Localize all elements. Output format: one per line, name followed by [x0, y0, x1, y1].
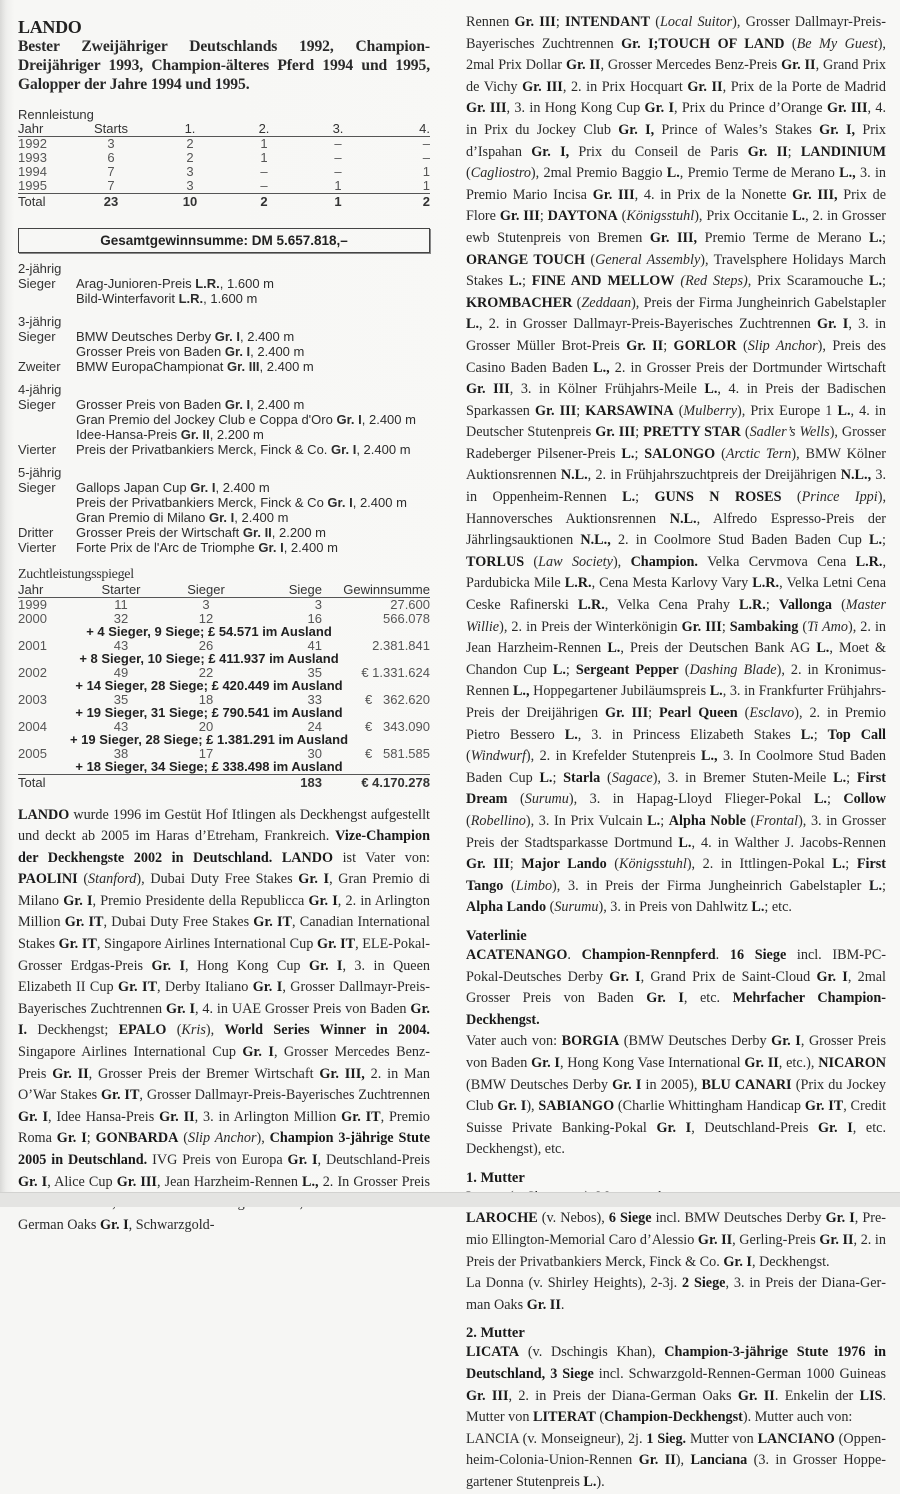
zucht-abroad-note-row [18, 625, 430, 639]
value-cell: 3 [107, 136, 115, 151]
horse-honours-subtitle: Bester Zweijähriger Deutschlands 1992, Champion-Dreijähriger 1993, Champion-älteres Pferd 1994 und 1995, Galopper der Jahre 1994 und 1995. [18, 38, 430, 93]
sum-cell: € 362.620 [364, 691, 430, 707]
race-result-row [18, 525, 430, 540]
year-cell: 2004 [18, 718, 47, 734]
race-grade: Gr. I [331, 442, 357, 457]
starter-cell: 49 [113, 664, 129, 680]
value-cell: – [334, 164, 342, 179]
rennleistung-header-row [18, 122, 430, 137]
age-label: 2-jährig [18, 261, 62, 276]
sum-cell: 2.381.841 [372, 637, 430, 653]
race-result-row [18, 291, 430, 306]
race-name: Bild-Winterfavorit [76, 291, 175, 306]
value-cell: 7 [107, 164, 115, 179]
placing-label [18, 510, 76, 525]
rennleistung-row [18, 165, 430, 179]
year-cell: 1999 [18, 597, 47, 612]
zucht-abroad-note-row [18, 760, 430, 774]
race-entry [76, 442, 430, 457]
race-grade: Gr. II [180, 427, 210, 442]
starter-cell: 35 [113, 691, 129, 707]
placing-label: Dritter [18, 525, 54, 540]
page-bottom-edge [0, 1192, 900, 1207]
race-distance: , 2.400 m [250, 344, 305, 359]
race-distance: , 1.600 m [219, 276, 274, 291]
race-name: Preis der Privatbankiers Merck, Finck & Co. [76, 442, 328, 457]
race-result-row [18, 540, 430, 555]
race-distance: , 2.400 m [352, 495, 407, 510]
siege-cell: 30 [307, 745, 322, 761]
col-header: 1. [144, 122, 236, 137]
value-cell: – [260, 164, 268, 179]
total-cell: 2 [384, 194, 430, 211]
placing-label: Vierter [18, 442, 57, 457]
total-cell: 23 [78, 194, 144, 211]
sieger-cell: 20 [198, 718, 214, 734]
year-cell: 1995 [18, 178, 47, 193]
race-grade: Gr. I [336, 412, 362, 427]
siege-cell: 3 [314, 597, 322, 612]
zucht-abroad-note-row [18, 733, 430, 747]
placing-label [18, 495, 76, 510]
value-cell: – [260, 178, 268, 193]
placing-label [18, 344, 76, 359]
progeny-continued-paragraph: Rennen Gr. III; INTENDANT (Local Suitor), Grosser Dallmayr-Preis-Bayerisches Zuchtrennen Gr. I;TOUCH OF LAND (Be My Guest), 2mal Prix Dollar Gr. II, Grosser Mercedes Benz-Preis Gr. II, Grand Prix de Vichy Gr. III, 2. in Prix Hocquart Gr. II, Prix de la Porte de Madrid Gr. III, 3. in Hong Kong Cup Gr. I, Prix du Prince d’Orange Gr. III, 4. in Prix du Jockey Club Gr. I, Prince of Wales’s Stakes Gr. I, Prix d’Ispahan Gr. I, Prix du Conseil de Paris Gr. II; LANDINIUM (Cagliostro), 2mal Premio Baggio L., Premio Terme de Merano L., 3. in Premio Mario Incisa Gr. III, 4. in Prix de la Nonette Gr. III, Prix de Flore Gr. III; DAYTONA (Königsstuhl), Prix Occitanie L., 2. in Grosser ewb Stutenpreis von Bremen Gr. III, Premio Terme de Merano L.; ORANGE TOUCH (General Assembly), Travelsphere Holidays March Stakes L.; FINE AND MELLOW (Red Steps), Prix Scaramouche L.; KROMBACHER (Zeddaan), Preis der Firma Jungheinrich Gabelstapler L., 2. in Grosser Dallmayr-Preis-Bayerisches Zuchtrennen Gr. I, 3. in Grosser Müller Brot-Preis Gr. II; GORLOR (Slip Anchor), Preis des Casino Baden Baden L., 2. in Grosser Preis der Dortmunder Wirtschaft Gr. III, 3. in Kölner Frühjahrs-Meile L., 4. in Preis der Badischen Sparkassen Gr. III; KARSAWINA (Mulberry), Prix Europe 1 L., 4. in Deutscher Stutenpreis Gr. III; PRETTY STAR (Sadler’s Wells), Grosser Radeberger Pilsener-Preis L.; SALONGO (Arctic Tern), BMW Kölner Auktionsrennen N.L., 2. in Frühjahrszuchtpreis der Dreijährigen N.L., 3. in Oppenheim-Rennen L.; GUNS N ROSES (Prince Ippi), Hannoversches Auktionsrennen N.L., Alfredo Espresso-Preis der Jährlingsauktionen N.L., 2. in Coolmore Stud Baden Baden Cup L.; TORLUS (Law Society), Champion. Velka Cervmova Cena L.R., Pardubicka Mile L.R., Cena Mesta Karlovy Vary L.R., Velka Letni Cena Ceske Rafinerski L.R., Velka Cena Prahy L.R.; Vallonga (Master Willie), 2. in Preis der Winterkönigin Gr. III; Sambaking (Ti Amo), 2. in Jean Harzheim-Rennen L., Preis der Deutschen Bank AG L., Moet & Chandon Cup L.; Sergeant Pepper (Dashing Blade), 2. in Kronimus-Rennen L., Hoppegartener Jubiläumspreis L., 3. in Frankfurter Frühjahrs-Preis der Dreijährigen Gr. III; Pearl Queen (Esclavo), 2. in Premio Pietro Bessero L., 3. in Princess Elizabeth Stakes L.; Top Call (Windwurf), 2. in Krefelder Stutenpreis L., 3. In Coolmore Stud Baden Baden Cup L.; Starla (Sagace), 3. in Bremer Stuten-Meile L.; First Dream (Surumu), 3. in Hapag-Lloyd Flieger-Pokal L.; Collow (Robellino), 3. In Prix Vulcain L.; Alpha Noble (Frontal), 3. in Grosser Preis der Stadtsparkasse Dortmund L., 4. in Walther J. Jacobs-Rennen Gr. III; Major Lando (Königsstuhl), 2. in Ittlingen-Pokal L.; First Tango (Limbo), 3. in Preis der Firma Jungheinrich Gabelstapler L.; Alpha Lando (Surumu), 3. in Preis von Dahlwitz L.; etc. [466, 14, 887, 916]
year-cell: 1993 [18, 150, 47, 165]
zucht-abroad-note-row [18, 706, 430, 720]
race-result-row [18, 480, 430, 495]
zucht-row [18, 666, 430, 680]
race-name: Arag-Junioren-Preis [76, 276, 192, 291]
sum-cell: € 343.090 [364, 718, 430, 734]
age-block [18, 382, 430, 457]
race-distance: , 1.600 m [203, 291, 258, 306]
value-cell: 3 [186, 178, 194, 193]
zuchtleistung-table [18, 582, 430, 791]
race-entry [76, 344, 430, 359]
race-grade: Gr. I [224, 397, 251, 412]
race-grade: Gr. I [214, 329, 241, 344]
race-entry [76, 397, 430, 412]
sum-cell: 566.078 [383, 610, 430, 626]
siege-cell: 16 [307, 610, 322, 626]
value-cell: – [422, 150, 430, 165]
race-result-row [18, 427, 430, 442]
abroad-note: + 8 Sieger, 10 Siege; £ 411.937 im Ausland [79, 651, 339, 666]
right-column [466, 12, 886, 1494]
empty-cell [76, 774, 166, 791]
placing-label: Sieger [18, 397, 56, 412]
abroad-note: + 18 Sieger, 34 Siege; £ 338.498 im Ausland [75, 759, 343, 774]
starter-cell: 43 [113, 637, 129, 653]
race-name: Forte Prix de l'Arc de Triomphe [76, 540, 255, 555]
race-name: Grosser Preis von Baden [76, 397, 222, 412]
race-result-row [18, 276, 430, 291]
starter-cell: 11 [114, 597, 128, 612]
race-result-row [18, 442, 430, 457]
value-cell: 1 [334, 178, 342, 193]
total-sum: € 4.170.278 [322, 774, 430, 791]
race-name: Preis der Privatbankiers Merck, Finck & Co [76, 495, 324, 510]
race-result-row [18, 329, 430, 344]
age-label: 4-jährig [18, 382, 62, 397]
race-distance: , 2.400 m [234, 510, 289, 525]
race-entry [76, 276, 430, 291]
race-result-row [18, 495, 430, 510]
year-cell: 2005 [18, 745, 47, 761]
race-distance: , 2.200 m [209, 427, 264, 442]
sieger-cell: 22 [198, 664, 214, 680]
placing-label: Zweiter [18, 359, 61, 374]
race-entry [76, 540, 430, 555]
race-name: Gran Premio di Milano [76, 510, 206, 525]
value-cell: 1 [422, 178, 430, 193]
race-distance: , 2.400 m [250, 397, 305, 412]
race-result-row [18, 344, 430, 359]
value-cell: 1 [260, 150, 268, 165]
sieger-cell: 26 [198, 637, 214, 653]
race-name: Grosser Preis von Baden [76, 344, 222, 359]
value-cell: – [334, 150, 342, 165]
value-cell: 3 [186, 164, 194, 179]
siege-cell: 41 [307, 637, 322, 653]
sieger-cell: 18 [198, 691, 214, 707]
value-cell: 2 [186, 136, 194, 151]
race-distance: , 2.400 m [240, 329, 295, 344]
race-entry [76, 291, 430, 306]
col-header: 4. [384, 122, 430, 137]
race-distance: , 2.400 m [283, 540, 338, 555]
age-block [18, 465, 430, 555]
value-cell: 7 [107, 178, 115, 193]
age-label: 5-jährig [18, 465, 62, 480]
year-cell: 2002 [18, 664, 47, 680]
siege-cell: 33 [307, 691, 322, 707]
sum-cell: € 581.585 [364, 745, 430, 761]
total-siege: 183 [246, 774, 322, 791]
abroad-note: + 14 Sieger, 28 Siege; £ 420.449 im Ausland [75, 678, 343, 693]
col-header: Starter [76, 582, 166, 598]
empty-cell [166, 774, 246, 791]
race-grade: Gr. III [227, 359, 260, 374]
race-distance: , 2.400 m [215, 480, 270, 495]
zucht-row [18, 598, 430, 612]
mutter1-heading: 1. Mutter [466, 1169, 525, 1186]
col-header: Siege [246, 582, 322, 598]
race-grade: Gr. I [258, 540, 284, 555]
total-cell: 1 [292, 194, 384, 211]
age-block [18, 314, 430, 374]
race-result-row [18, 510, 430, 525]
race-distance: , 2.400 m [361, 412, 416, 427]
rennleistung-row [18, 137, 430, 152]
rennleistung-row [18, 179, 430, 194]
col-header: Jahr [18, 582, 76, 598]
race-entry [76, 427, 430, 442]
placing-label: Sieger [18, 329, 56, 344]
sum-cell: € 1.331.624 [361, 664, 430, 680]
starter-cell: 38 [113, 745, 129, 761]
race-name: Gallops Japan Cup [76, 480, 187, 495]
rennleistung-total-row [18, 194, 430, 211]
abroad-note: + 19 Sieger, 28 Siege; £ 1.381.291 im Ausland [69, 732, 349, 747]
race-name: BMW Deutsches Derby [76, 329, 212, 344]
race-name: BMW EuropaChampionat [76, 359, 224, 374]
placing-label: Sieger [18, 276, 56, 291]
zucht-header-row [18, 582, 430, 598]
abroad-note: + 19 Sieger, 31 Siege; £ 790.541 im Ausland [75, 705, 343, 720]
rennleistung-label: Rennleistung [18, 107, 94, 122]
sum-cell: 27.600 [390, 597, 430, 612]
zucht-abroad-note-row [18, 652, 430, 666]
race-grade: Gr. I [327, 495, 353, 510]
mutter2-paragraph: LICATA (v. Dschingis Khan), Champion-3-jährige Stute 1976 in Deutschland, 3 Siege incl. Schwarzgold-Rennen-German 1000 Guineas Gr. III, 2. in Preis der Diana-German Oaks Gr. II. Enkelin der LIS. Mutter von LITERAT (Champion-Deckhengst). Mutter auch von: LANCIA (v. Monseigneur), 2j. 1 Sieg. Mutter von LANCIANO (Oppenheim-Colonia-Union-Rennen Gr. II), Lanciana (3. in Grosser Hoppegartener Stutenpreis L.). [466, 1344, 887, 1490]
race-name: Grosser Preis der Wirtschaft [76, 525, 240, 540]
year-cell: 1992 [18, 136, 47, 151]
col-header: 2. [236, 122, 292, 137]
total-earnings-box: Gesamtgewinnsumme: DM 5.657.818,– [18, 228, 430, 253]
total-label: Total [18, 774, 76, 791]
race-grade: Gr. I [208, 510, 235, 525]
race-grade: L.R. [178, 291, 204, 306]
race-grade: Gr. II [242, 525, 272, 540]
col-header: Starts [78, 122, 144, 137]
zucht-row [18, 720, 430, 734]
col-header: Sieger [166, 582, 246, 598]
horse-name-title: LANDO [18, 17, 82, 37]
race-record-by-age [18, 261, 430, 555]
starter-cell: 43 [113, 718, 129, 734]
sieger-cell: 3 [202, 597, 210, 612]
siege-cell: 35 [307, 664, 322, 680]
race-distance: , 2.400 m [259, 359, 314, 374]
zuchtleistung-label: Zuchtleistungsspiegel [18, 567, 134, 582]
year-cell: 2001 [18, 637, 47, 653]
vaterlinie-paragraph: ACATENANGO. Champion-Rennpferd. 16 Siege incl. IBM-PC-Pokal-Deutsches Derby Gr. I, Grand Prix de Saint-Cloud Gr. I, 2mal Grosser Preis von Baden Gr. I, etc. Mehrfacher Champion-Deckhengst. Vater auch von: BORGIA (BMW Deutsches Derby Gr. I, Grosser Preis von Baden Gr. I, Hong Kong Vase International Gr. II, etc.), NICARON (BMW Deutsches Derby Gr. I in 2005), BLU CANARI (Prix du Jockey Club Gr. I), SABIANGO (Charlie Whittingham Handicap Gr. IT, Credit Suisse Private Banking-Pokal Gr. I, Deutschland-Preis Gr. I, etc. Deckhengst), etc. [466, 946, 887, 1158]
zucht-row [18, 612, 430, 626]
starter-cell: 32 [113, 610, 129, 626]
zucht-row [18, 747, 430, 761]
col-header: Gewinnsumme [322, 582, 430, 598]
value-cell: 2 [186, 150, 194, 165]
left-column [18, 18, 430, 1236]
age-block [18, 261, 430, 306]
lando-stud-paragraph: LANDO wurde 1996 im Gestüt Hof Itlingen als Deckhengst aufgestellt und deckt ab 2005 im Haras d’Etreham, Frankreich. Vize-Champion der Deckhengste 2002 in Deutschland. LANDO ist Vater von: PAOLINI (Stanford), Dubai Duty Free Stakes Gr. I, Gran Premio di Milano Gr. I, Premio Presidente della Republicca Gr. I, 2. in Arlington Million Gr. IT, Dubai Duty Free Stakes Gr. IT, Canadian International Stakes Gr. IT, Singapore Airlines International Cup Gr. IT, ELE-Pokal-Grosser Erdgas-Preis Gr. I, Hong Kong Cup Gr. I, 3. in Queen Elizabeth II Cup Gr. IT, Derby Italiano Gr. I, Grosser Dallmayr-Preis-Bayerisches Zuchtrennen Gr. I, 4. in UAE Grosser Preis von Baden Gr. I. Deckhengst; EPALO (Kris), World Series Winner in 2004. Singapore Airlines International Cup Gr. I, Grosser Mercedes Benz-Preis Gr. II, Grosser Preis der Bremer Wirtschaft Gr. III, 2. in Man O’War Stakes Gr. IT, Grosser Dallmayr-Preis-Bayerisches Zuchtrennen Gr. I, Idee Hansa-Preis Gr. II, 3. in Arlington Million Gr. IT, Premio Roma Gr. I; GONBARDA (Slip Anchor), Champion 3-jährige Stute 2005 in Deutschland. IVG Preis von Europa Gr. I, Deutschland-Preis Gr. I, Alice Cup Gr. III, Jean Harzheim-Rennen L., 2. In Grosser Preis German Oaks Gr. I, Schwarzgold- [18, 806, 431, 1233]
race-distance: , 2.200 m [271, 525, 326, 540]
race-name: Idee-Hansa-Preis [76, 427, 178, 442]
total-cell: 2 [236, 194, 292, 211]
race-entry [76, 480, 430, 495]
race-entry [76, 329, 430, 344]
rennleistung-table [18, 122, 430, 210]
age-label: 3-jährig [18, 314, 62, 329]
race-grade: Gr. I [224, 344, 251, 359]
race-name: Gran Premio del Jockey Club e Coppa d'Oro [76, 412, 333, 427]
value-cell: – [422, 136, 430, 151]
abroad-note: + 4 Sieger, 9 Siege; £ 54.571 im Ausland [86, 624, 332, 639]
race-grade: Gr. I [190, 480, 216, 495]
mutter2-heading: 2. Mutter [466, 1325, 525, 1342]
placing-label: Vierter [18, 540, 57, 555]
value-cell: 1 [260, 136, 268, 151]
mutter1-paragraph: LAROCHE (v. Nebos), 6 Siege incl. BMW Deutsches Derby Gr. I, Premio Ellington-Memorial Caro d’Alessio Gr. II, Gerling-Preis Gr. II, 2. in Preis der Privatbankiers Merck, Finck & Co. Gr. I, Deckhengst. La Donna (v. Shirley Heights), 2-3j. 2 Siege, 3. in Preis der Diana-German Oaks Gr. II. [466, 1210, 886, 1313]
race-distance: , 2.400 m [356, 442, 411, 457]
race-result-row [18, 412, 430, 427]
race-entry [76, 495, 430, 510]
siege-cell: 24 [307, 718, 322, 734]
total-label: Total [18, 194, 78, 211]
race-result-row [18, 359, 430, 374]
rennleistung-row [18, 151, 430, 165]
col-header: 3. [292, 122, 384, 137]
placing-label [18, 291, 76, 306]
value-cell: – [334, 136, 342, 151]
year-cell: 2003 [18, 691, 47, 707]
sieger-cell: 17 [198, 745, 214, 761]
value-cell: 6 [107, 150, 115, 165]
placing-label: Sieger [18, 480, 56, 495]
year-cell: 1994 [18, 164, 47, 179]
value-cell: 1 [422, 164, 430, 179]
sieger-cell: 12 [198, 610, 214, 626]
race-result-row [18, 397, 430, 412]
placing-label [18, 427, 76, 442]
zucht-total-row [18, 774, 430, 791]
race-entry [76, 510, 430, 525]
race-entry [76, 412, 430, 427]
zucht-row [18, 693, 430, 707]
year-cell: 2000 [18, 610, 47, 626]
race-entry [76, 525, 430, 540]
race-grade: L.R. [195, 276, 220, 291]
placing-label [18, 412, 76, 427]
col-header: Jahr [18, 122, 78, 137]
race-entry [76, 359, 430, 374]
zucht-row [18, 639, 430, 653]
zucht-abroad-note-row [18, 679, 430, 693]
vaterlinie-heading: Vaterlinie [466, 927, 527, 944]
total-cell: 10 [144, 194, 236, 211]
